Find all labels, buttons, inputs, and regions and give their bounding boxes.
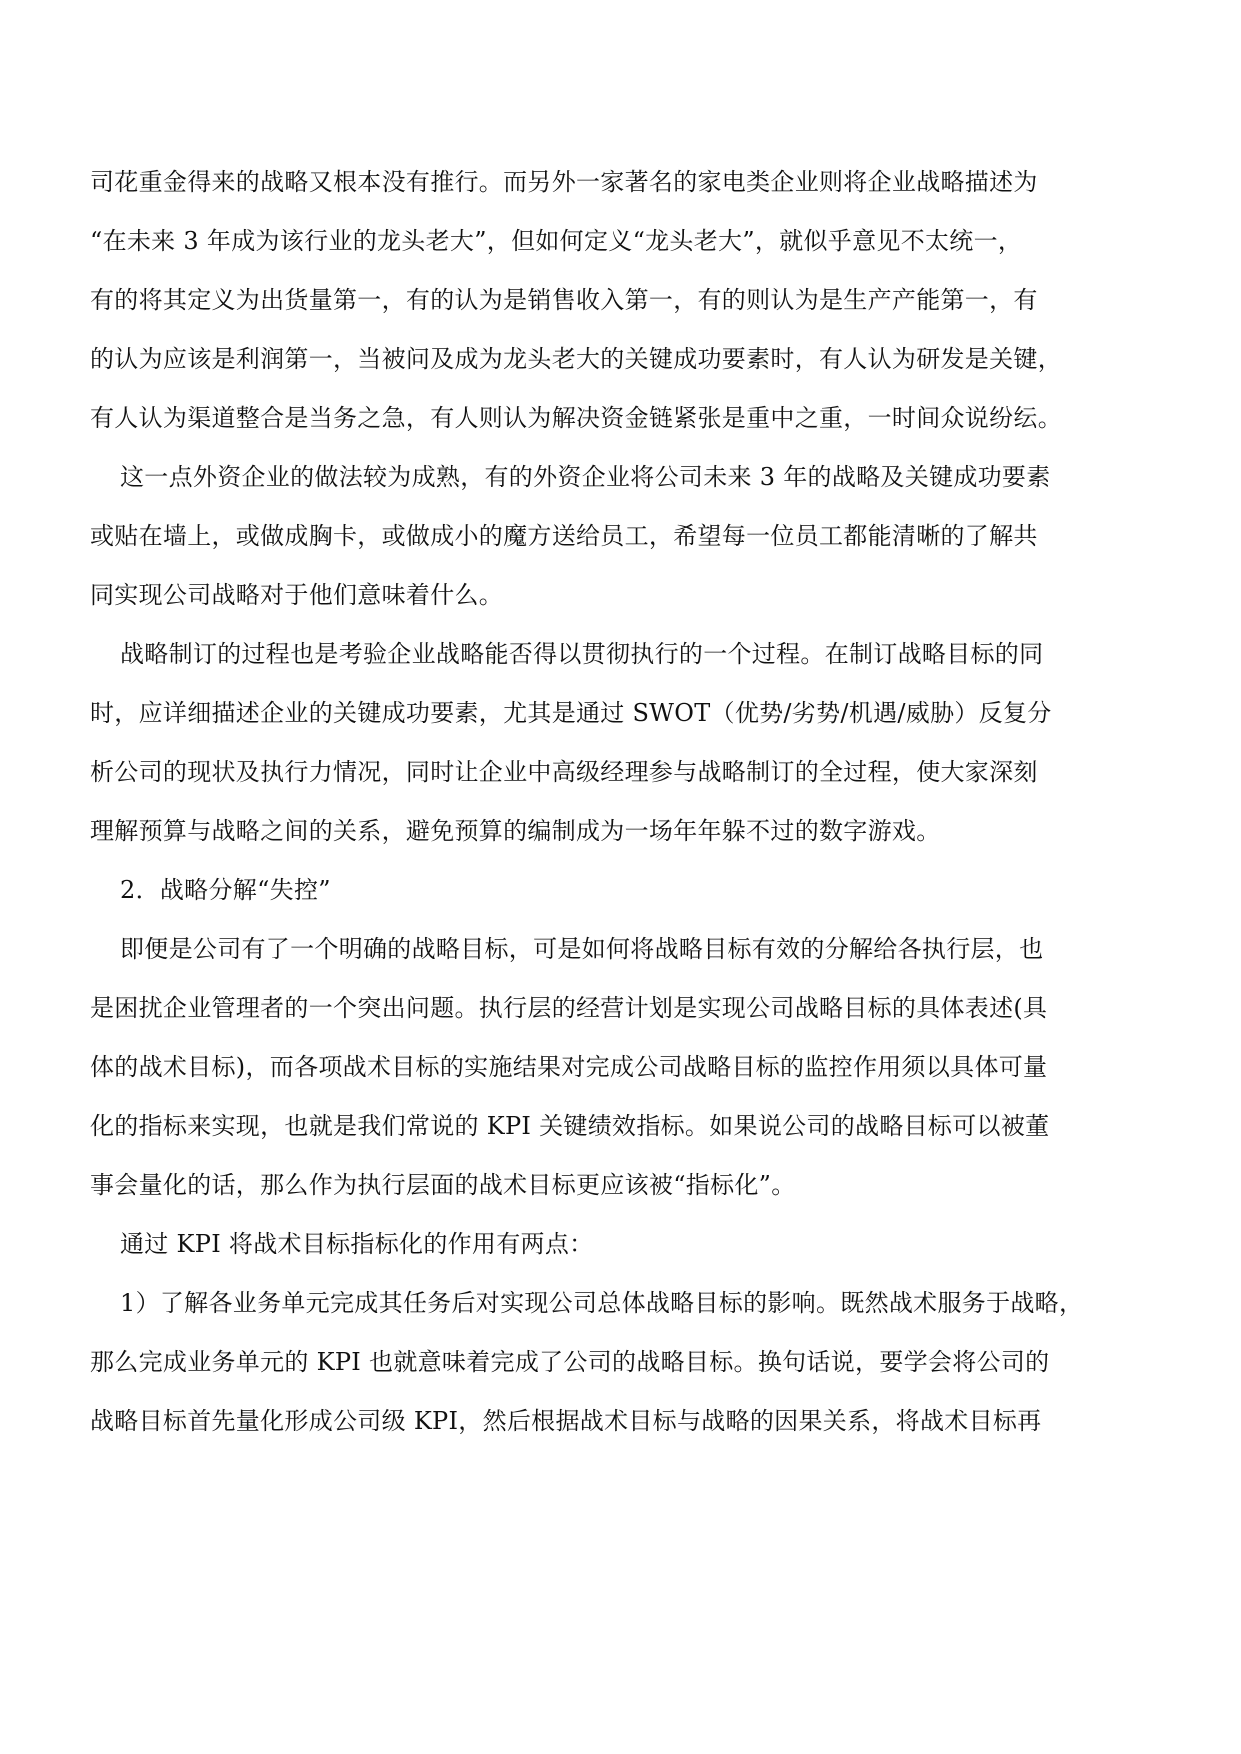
text-line: 有人认为渠道整合是当务之急，有人则认为解决资金链紧张是重中之重，一时间众说纷纭。 <box>90 404 1062 432</box>
text-line: 战略制订的过程也是考验企业战略能否得以贯彻执行的一个过程。在制订战略目标的同 <box>120 640 1044 668</box>
text-line: 司花重金得来的战略又根本没有推行。而另外一家著名的家电类企业则将企业战略描述为 <box>90 168 1038 196</box>
text-line: 化的指标来实现，也就是我们常说的 KPI 关键绩效指标。如果说公司的战略目标可以被董 <box>90 1112 1050 1140</box>
text-line: 即便是公司有了一个明确的战略目标，可是如何将战略目标有效的分解给各执行层，也 <box>120 935 1044 963</box>
text-line: 析公司的现状及执行力情况，同时让企业中高级经理参与战略制订的全过程，使大家深刻 <box>90 758 1038 786</box>
text-line: 战略目标首先量化形成公司级 KPI，然后根据战术目标与战略的因果关系，将战术目标再 <box>90 1407 1042 1435</box>
text-line: 理解预算与战略之间的关系，避免预算的编制成为一场年年躲不过的数字游戏。 <box>90 817 941 845</box>
text-line: 有的将其定义为出货量第一，有的认为是销售收入第一，有的则认为是生产产能第一，有 <box>90 286 1038 314</box>
text-line: 是困扰企业管理者的一个突出问题。执行层的经营计划是实现公司战略目标的具体表述(具 <box>90 994 1048 1022</box>
text-line: “在未来 3 年成为该行业的龙头老大”，但如何定义“龙头老大”，就似乎意见不太统一， <box>90 227 1023 255</box>
text-line: 时，应详细描述企业的关键成功要素，尤其是通过 SWOT（优势/劣势/机遇/威胁）反复分 <box>90 699 1052 727</box>
text-line: 体的战术目标)，而各项战术目标的实施结果对完成公司战略目标的监控作用须以具体可量 <box>90 1053 1048 1081</box>
text-line: 事会量化的话，那么作为执行层面的战术目标更应该被“指标化”。 <box>90 1171 796 1199</box>
section-heading: 2．战略分解“失控” <box>120 876 331 904</box>
text-line: 同实现公司战略对于他们意味着什么。 <box>90 581 504 609</box>
text-line: 的认为应该是利润第一，当被问及成为龙头老大的关键成功要素时，有人认为研发是关键， <box>90 345 1062 373</box>
text-line: 或贴在墙上，或做成胸卡，或做成小的魔方送给员工，希望每一位员工都能清晰的了解共 <box>90 522 1038 550</box>
text-line: 通过 KPI 将战术目标指标化的作用有两点： <box>120 1230 594 1258</box>
text-line: 那么完成业务单元的 KPI 也就意味着完成了公司的战略目标。换句话说，要学会将公司的 <box>90 1348 1050 1376</box>
text-line: 1）了解各业务单元完成其任务后对实现公司总体战略目标的影响。既然战术服务于战略， <box>120 1289 1084 1317</box>
text-line: 这一点外资企业的做法较为成熟，有的外资企业将公司未来 3 年的战略及关键成功要素 <box>120 463 1051 491</box>
